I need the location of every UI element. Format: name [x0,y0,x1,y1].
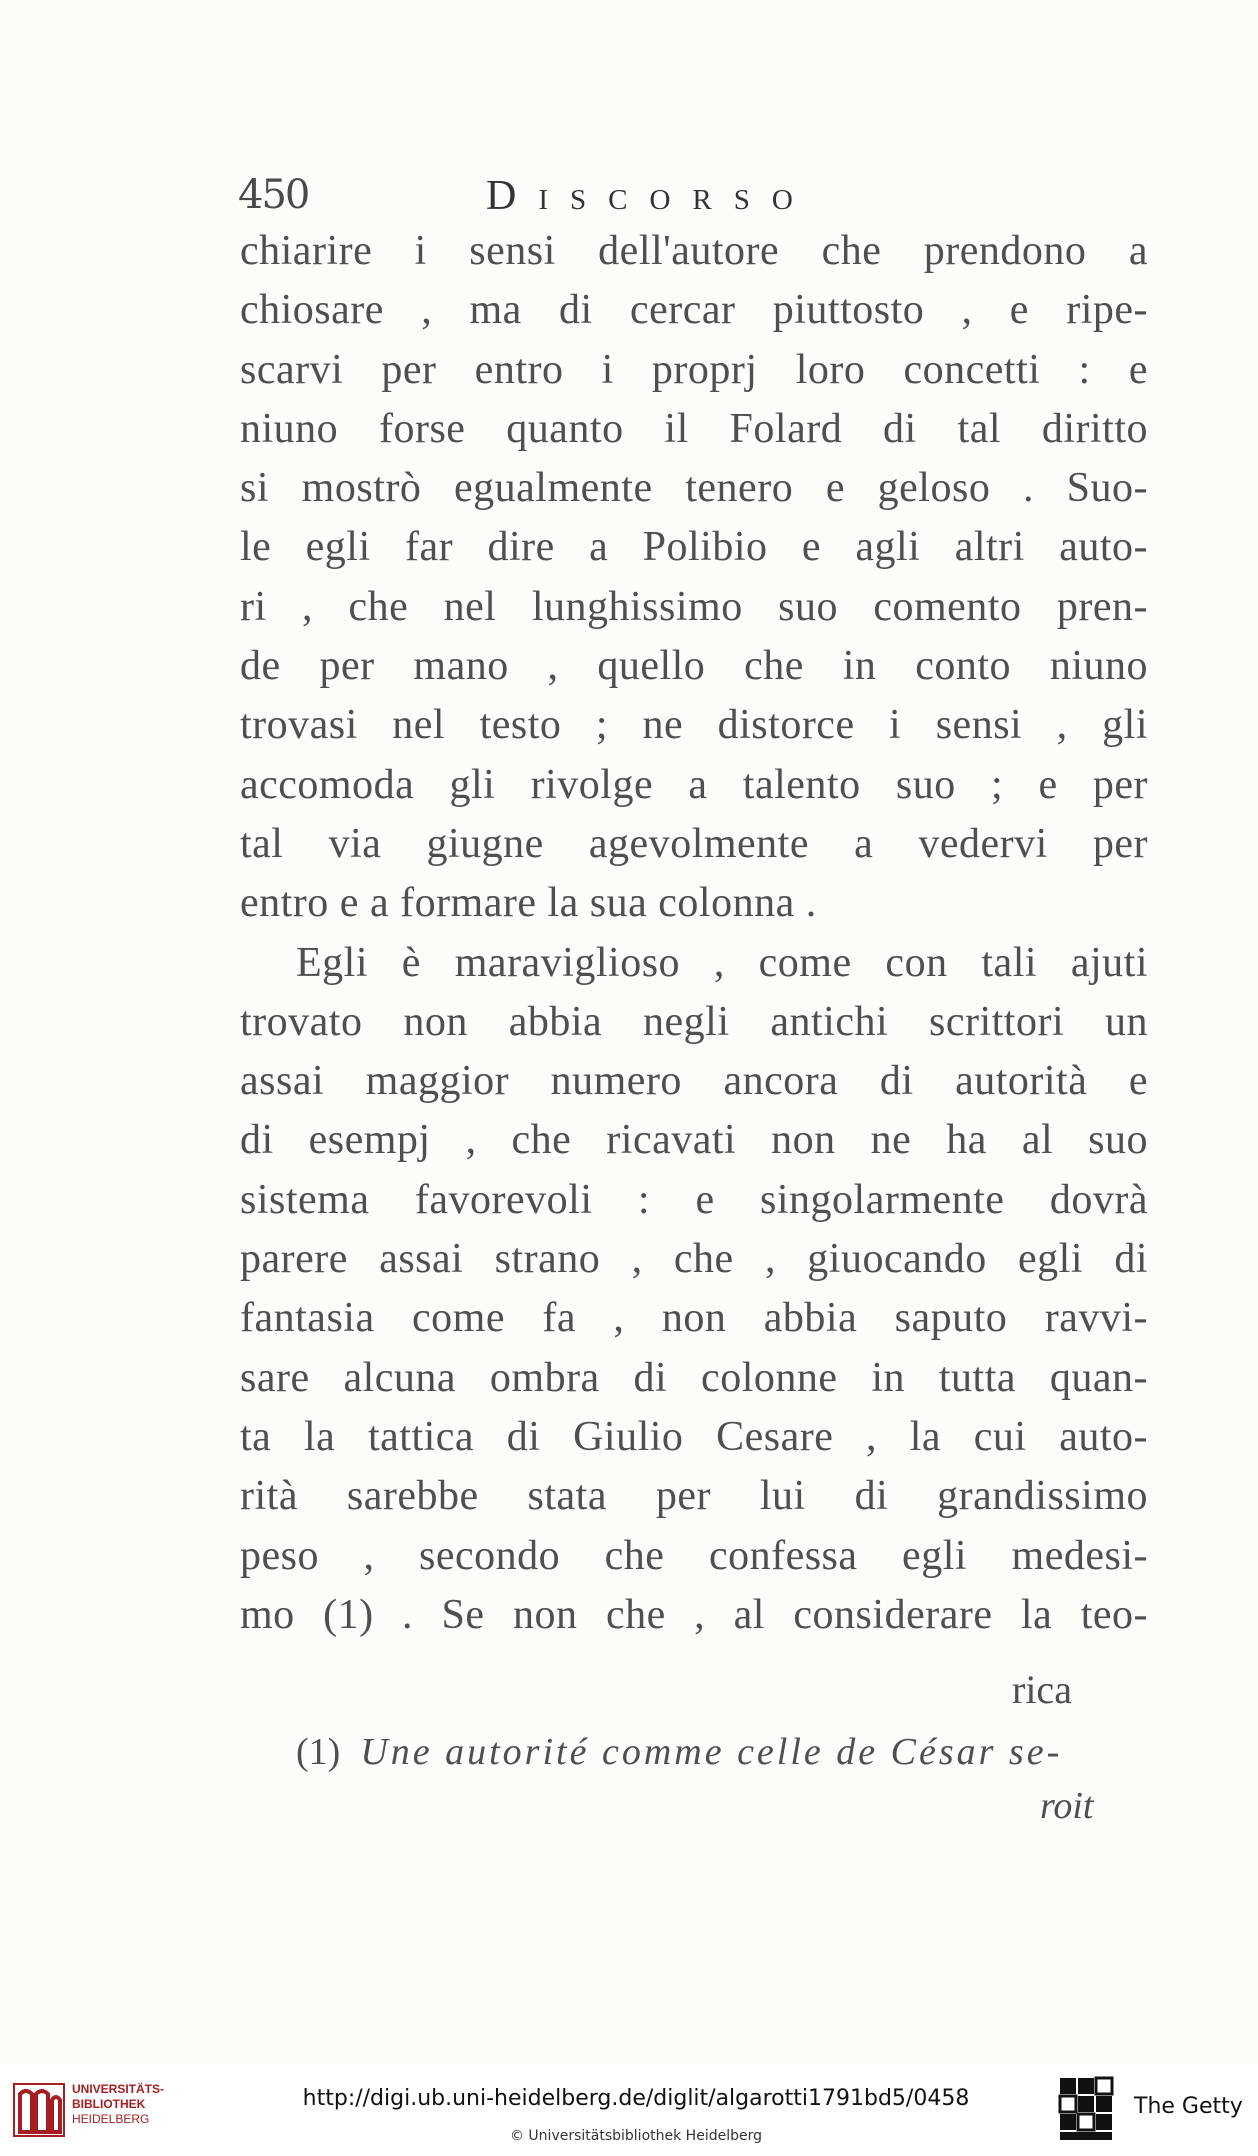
text-line: tal via giugne agevolmente a vedervi per [240,820,1148,867]
text-line: trovasi nel testo ; ne distorce i sensi , gli [240,702,1148,749]
text-line: chiarire i sensi dell'autore che prendono a [240,228,1148,274]
text-line: fantasia come fa , non abbia saputo ravvi- [240,1295,1148,1342]
page-number: 450 [238,172,309,218]
catchword: rica [1012,1667,1072,1712]
library-name-line: UNIVERSITÄTS- [72,2082,165,2096]
library-name [72,2082,164,2127]
text-line: parere assai strano , che , giuocando egli di [240,1236,1148,1283]
viewer-footer [0,2064,1258,2156]
text-line: rità sarebbe stata per lui di grandissimo [240,1473,1148,1520]
text-line: sistema favorevoli : e singolarmente dovrà [240,1176,1148,1223]
paragraph-start-line: Egli è maraviglioso , come con tali ajuti [296,939,1148,986]
text-line: ta la tattica di Giulio Cesare , la cui auto- [240,1413,1148,1460]
footnote-text: Une autorité comme celle de César se- [360,1731,1063,1773]
footnote-continuation: roit [1040,1785,1094,1827]
page-header [238,172,1138,222]
copyright-notice: © Universitätsbibliothek Heidelberg [509,2128,762,2144]
text-line: assai maggior numero ancora di autorità e [240,1058,1148,1105]
text-line: peso , secondo che confessa egli medesi- [240,1532,1148,1579]
university-library-logo-icon[interactable] [12,2080,66,2140]
paragraph-end-line: entro e a formare la sua colonna . [240,880,817,927]
text-line: niuno forse quanto il Folard di tal diritto [240,405,1148,452]
text-line: ri , che nel lunghissimo suo comento pren- [240,583,1148,630]
footnote-marker: (1) [296,1731,341,1773]
text-line: sare alcuna ombra di colonne in tutta quan- [240,1354,1148,1401]
text-line: trovato non abbia negli antichi scrittori un [240,998,1148,1045]
text-line: mo (1) . Se non che , al considerare la teo- [240,1591,1148,1638]
text-line: di esempj , che ricavati non ne ha al suo [240,1117,1148,1164]
text-line: chiosare , ma di cercar piuttosto , e ripe- [240,287,1148,334]
body-text [240,222,1148,1645]
permalink-url[interactable]: http://digi.ub.uni-heidelberg.de/diglit/algarotti1791bd5/0458 [302,2086,970,2111]
running-title: Discorso [486,173,815,219]
text-line: si mostrò egualmente tenero e geloso . Suo- [240,465,1148,512]
library-name-line: BIBLIOTHEK [72,2097,146,2111]
library-city: HEIDELBERG [72,2112,150,2126]
text-line: accomoda gli rivolge a talento suo ; e per [240,761,1148,808]
text-line: scarvi per entro i proprj loro concetti : e [240,346,1148,393]
partner-name: The Getty [1134,2094,1243,2119]
text-line: le egli far dire a Polibio e agli altri auto- [240,524,1148,571]
text-line: de per mano , quello che in conto niuno [240,643,1148,690]
getty-logo-icon[interactable] [1058,2076,1116,2144]
footnote [296,1730,1156,1774]
